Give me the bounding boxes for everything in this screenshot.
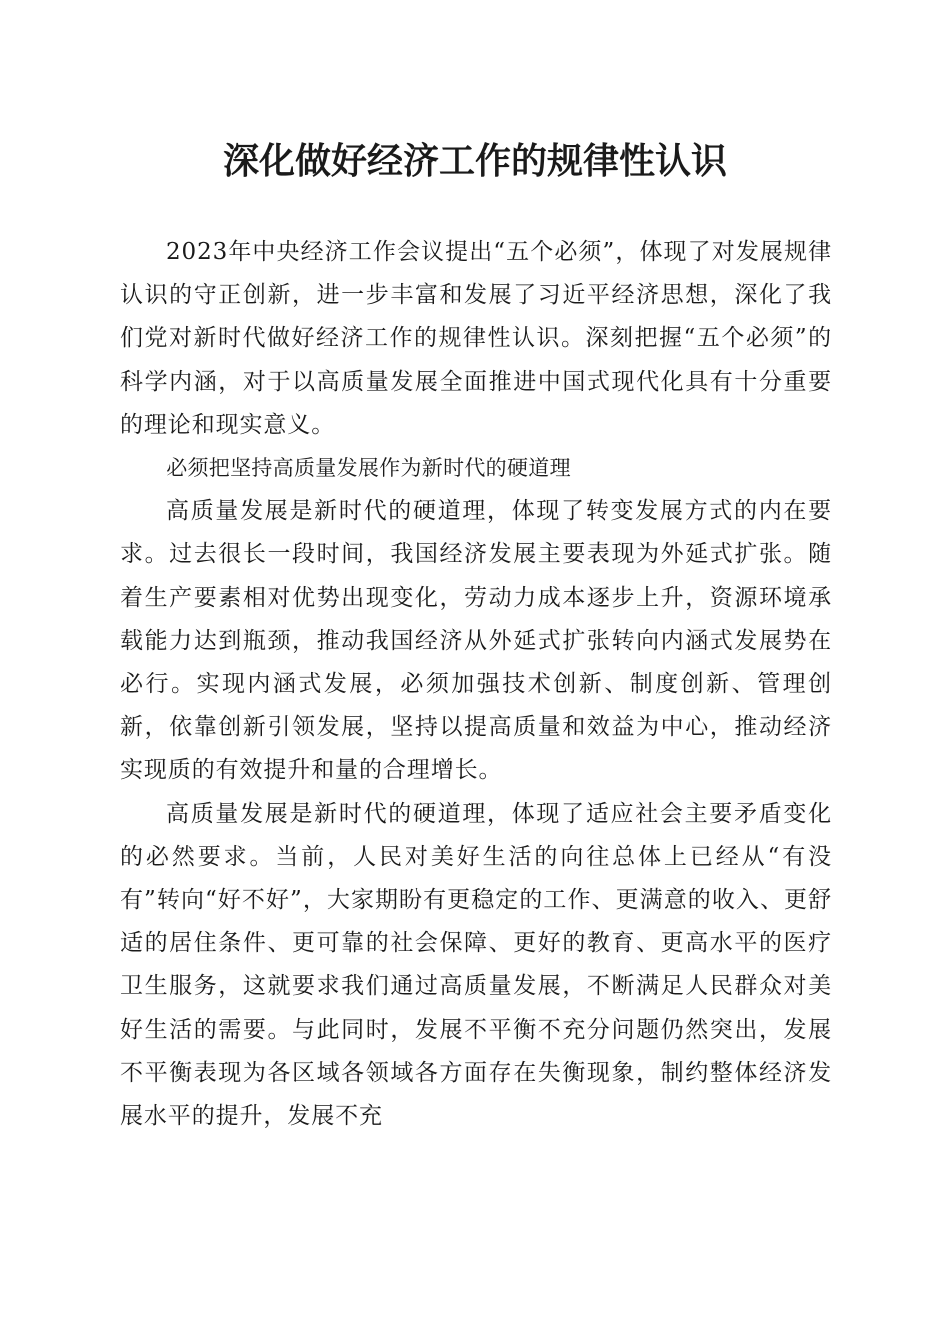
body-paragraph: 高质量发展是新时代的硬道理，体现了适应社会主要矛盾变化的必然要求。当前，人民对美好生活的向往总体上已经从“有没有”转向“好不好”，大家期盼有更稳定的工作、更满意的收入、更舒适的居住条件、更可靠的社会保障、更好的教育、更高水平的医疗卫生服务，这就要求我们通过高质量发展，不断满足人民群众对美好生活的需要。与此同时，发展不平衡不充分问题仍然突出，发展不平衡表现为各区域各领域各方面存在失衡现象，制约整体经济发展水平的提升，发展不充 (120, 800, 832, 1130)
intro-paragraph: 2023年中央经济工作会议提出“五个必须”，体现了对发展规律认识的守正创新，进一步丰富和发展了习近平经济思想，深化了我们党对新时代做好经济工作的规律性认识。深刻把握“五个必须”的科学内涵，对于以高质量发展全面推进中国式现代化具有十分重要的理论和现实意义。 (120, 239, 832, 438)
section-heading: 必须把坚持高质量发展作为新时代的硬道理 (166, 456, 571, 481)
document-title: 深化做好经济工作的规律性认识 (222, 140, 727, 182)
body-paragraph: 高质量发展是新时代的硬道理，体现了转变发展方式的内在要求。过去很长一段时间，我国经济发展主要表现为外延式扩张。随着生产要素相对优势出现变化，劳动力成本逐步上升，资源环境承载能力达到瓶颈，推动我国经济从外延式扩张转向内涵式发展势在必行。实现内涵式发展，必须加强技术创新、制度创新、管理创新，依靠创新引领发展，坚持以提高质量和效益为中心，推动经济实现质的有效提升和量的合理增长。 (120, 498, 832, 784)
document-body (120, 231, 832, 1138)
